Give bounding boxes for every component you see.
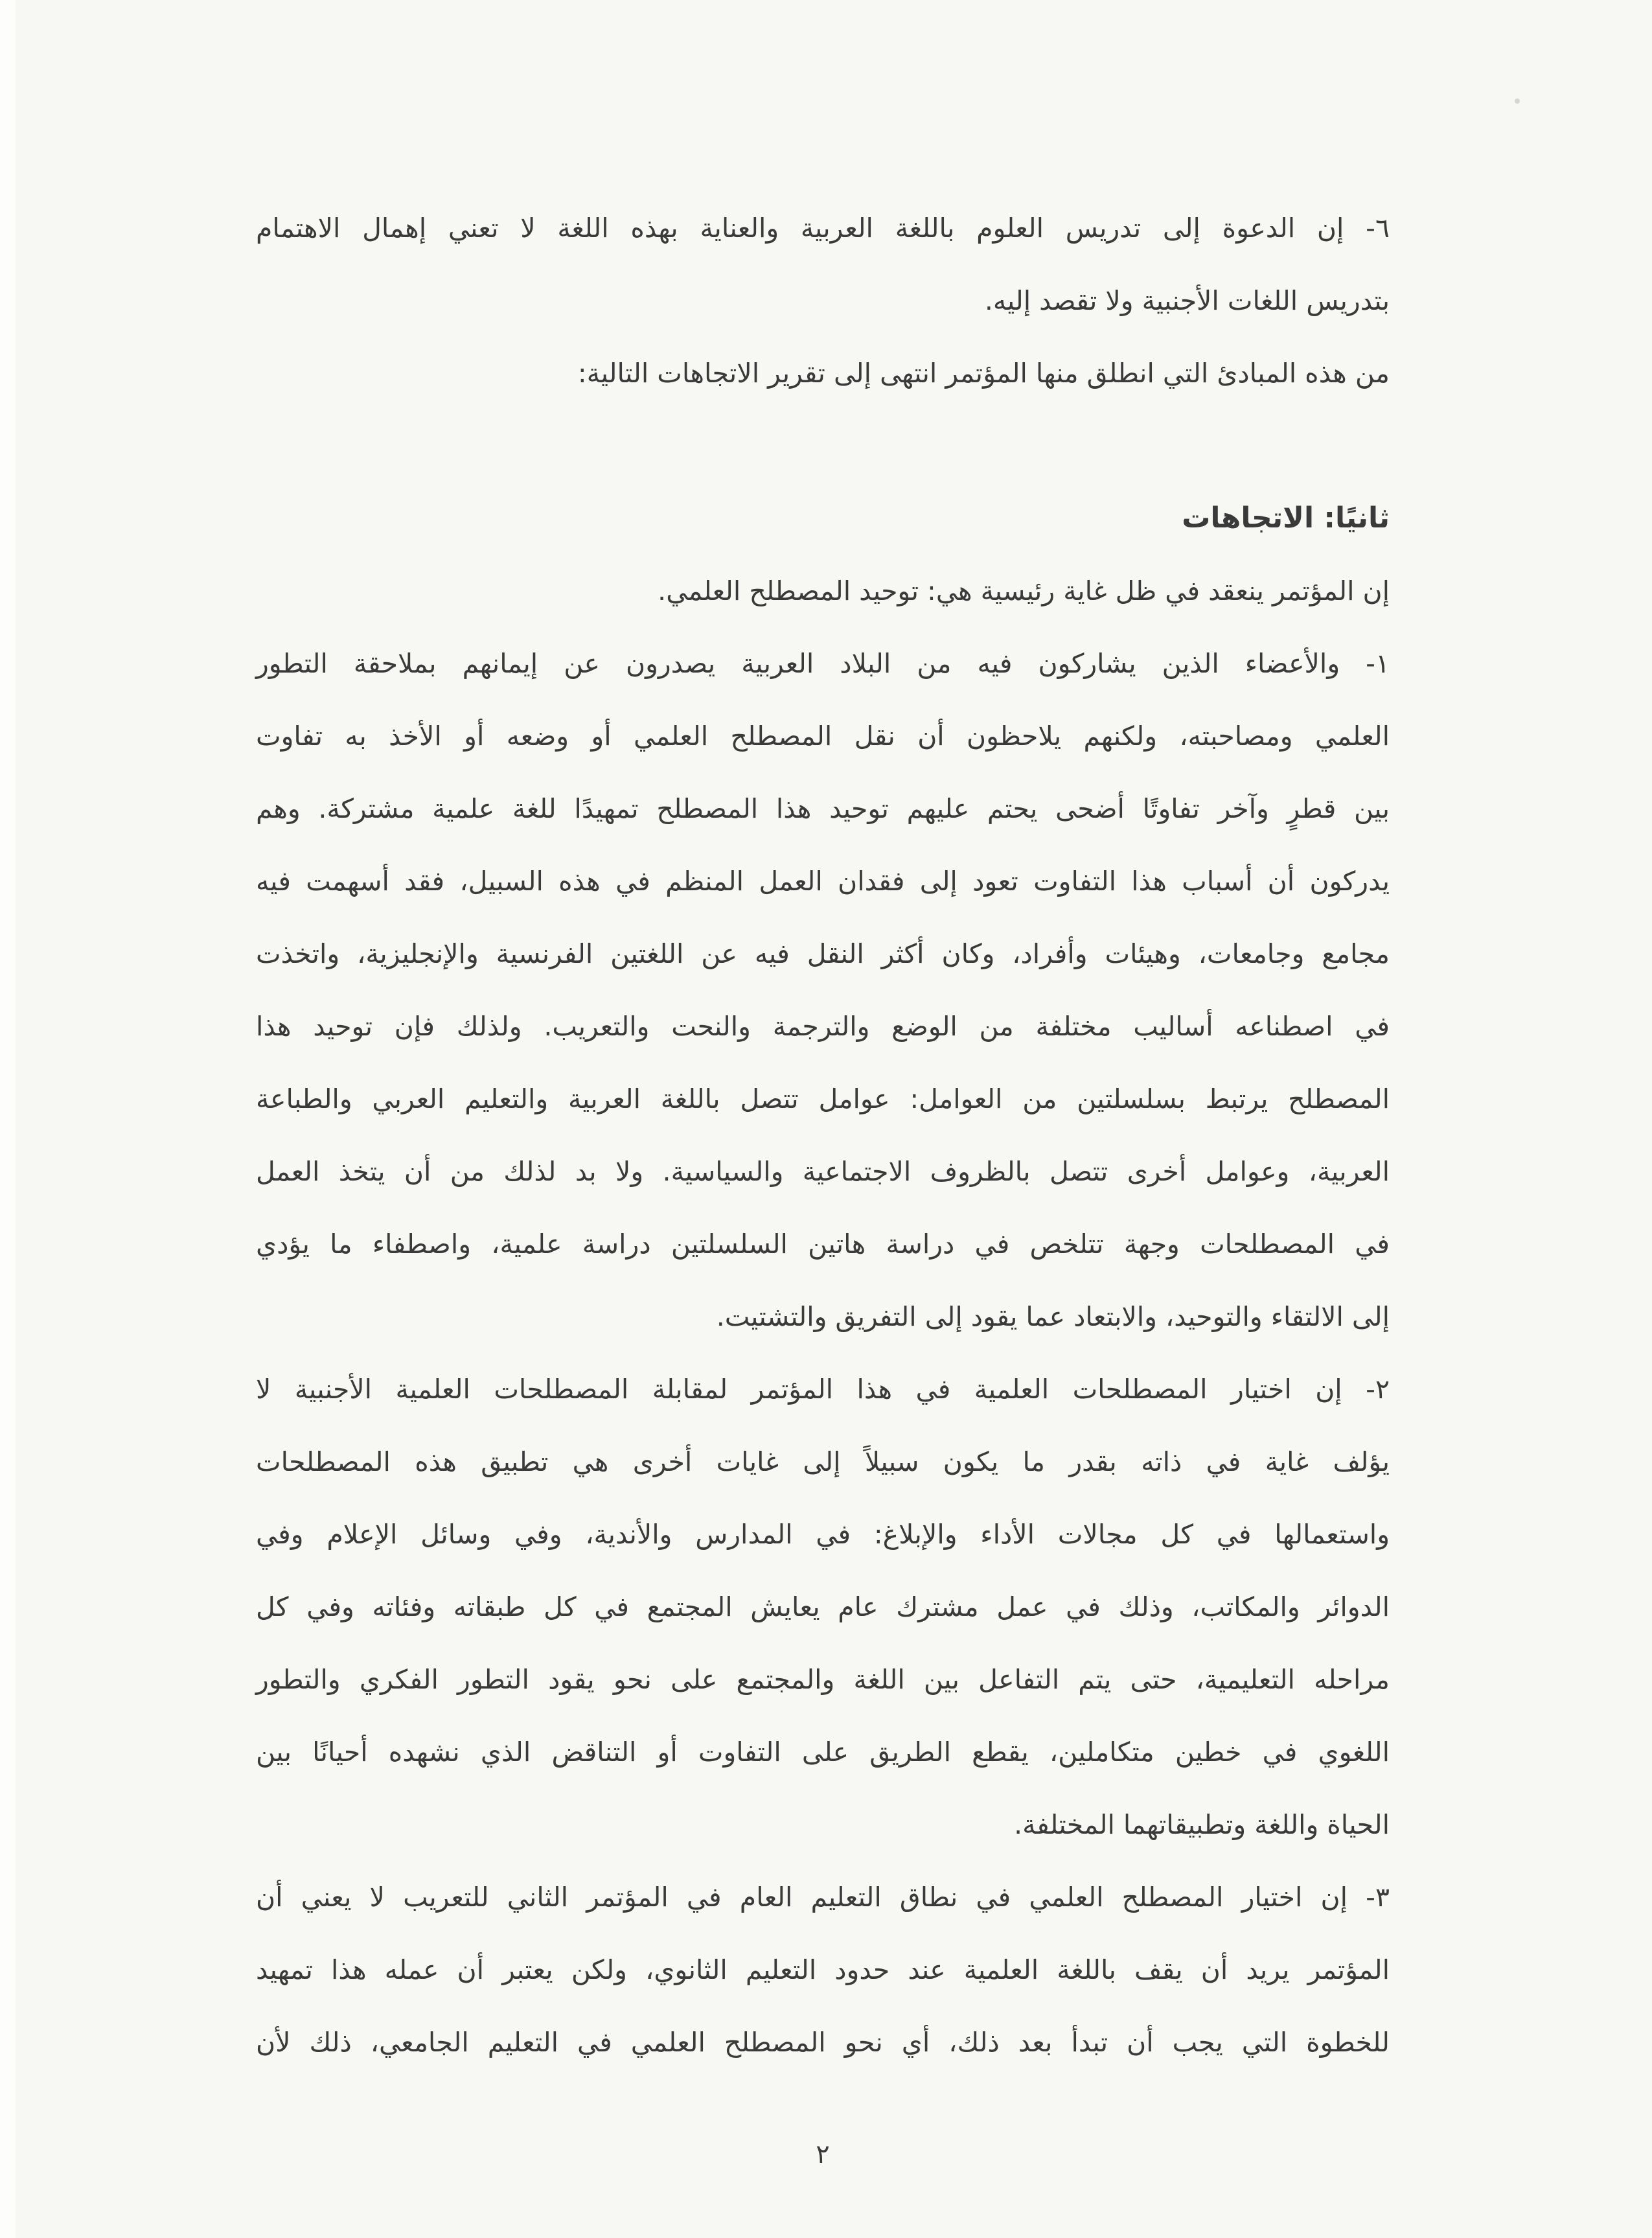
- text-line: في اصطناعه أساليب مختلفة من الوضع والترجمة والنحت والتعريب. ولذلك فإن توحيد هذا: [256, 1011, 1390, 1042]
- page-number: ٢: [816, 2140, 830, 2169]
- text-line: مراحله التعليمية، حتى يتم التفاعل بين اللغة والمجتمع على نحو يقود التطور الفكري والتطور: [256, 1664, 1390, 1695]
- text-line: ٢- إن اختيار المصطلحات العلمية في هذا المؤتمر لمقابلة المصطلحات العلمية الأجنبية لا: [256, 1374, 1390, 1405]
- text-line: من هذه المبادئ التي انطلق منها المؤتمر انتهى إلى تقرير الاتجاهات التالية:: [577, 358, 1390, 389]
- text-line: ٣- إن اختيار المصطلح العلمي في نطاق التعليم العام في المؤتمر الثاني للتعريب لا يعني أن: [256, 1882, 1390, 1913]
- text-line: في المصطلحات وجهة تتلخص في دراسة هاتين السلسلتين دراسة علمية، واصطفاء ما يؤدي: [256, 1229, 1390, 1260]
- blank-line: [256, 410, 1390, 482]
- text-line: للخطوة التي يجب أن تبدأ بعد ذلك، أي نحو المصطلح العلمي في التعليم الجامعي، ذلك لأن: [256, 2027, 1390, 2058]
- text-line: اللغوي في خطين متكاملين، يقطع الطريق على التفاوت أو التناقض الذي نشهده أحيانًا بين: [256, 1736, 1390, 1768]
- scan-edge-artifact: [0, 0, 16, 2238]
- text-line: العربية، وعوامل أخرى تتصل بالظروف الاجتماعية والسياسية. ولا بد لذلك من أن يتخذ العمل: [256, 1156, 1390, 1187]
- text-line: العلمي ومصاحبته، ولكنهم يلاحظون أن نقل المصطلح العلمي أو وضعه أو الأخذ به تفاوت: [256, 721, 1390, 752]
- text-block: [256, 192, 1390, 2079]
- text-line: الحياة واللغة وتطبيقاتهما المختلفة.: [1014, 1809, 1390, 1840]
- text-line: إلى الالتقاء والتوحيد، والابتعاد عما يقود إلى التفريق والتشتيت.: [716, 1301, 1390, 1332]
- text-line: مجامع وجامعات، وهيئات وأفراد، وكان أكثر النقل فيه عن اللغتين الفرنسية والإنجليزية، واتخذت: [256, 938, 1390, 969]
- text-line: المصطلح يرتبط بسلسلتين من العوامل: عوامل تتصل باللغة العربية والتعليم العربي والطباعة: [256, 1083, 1390, 1114]
- text-line: يدركون أن أسباب هذا التفاوت تعود إلى فقدان العمل المنظم في هذه السبيل، فقد أسهمت فيه: [256, 866, 1390, 897]
- scan-speck-artifact: [1515, 98, 1520, 104]
- text-line: ٦- إن الدعوة إلى تدريس العلوم باللغة العربية والعناية بهذه اللغة لا تعني إهمال الاهتمام: [256, 213, 1390, 244]
- text-line: يؤلف غاية في ذاته بقدر ما يكون سبيلاً إلى غايات أخرى هي تطبيق هذه المصطلحات: [256, 1446, 1390, 1477]
- text-line: ١- والأعضاء الذين يشاركون فيه من البلاد العربية يصدرون عن إيمانهم بملاحقة التطور: [256, 648, 1390, 679]
- text-line: بتدريس اللغات الأجنبية ولا تقصد إليه.: [984, 285, 1390, 316]
- text-line: الدوائر والمكاتب، وذلك في عمل مشترك عام يعايش المجتمع في كل طبقاته وفئاته وفي كل: [256, 1591, 1390, 1622]
- text-line: بين قطرٍ وآخر تفاوتًا أضحى يحتم عليهم توحيد هذا المصطلح تمهيدًا للغة علمية مشتركة. وهم: [256, 793, 1390, 824]
- section-heading: ثانيًا: الاتجاهات: [1182, 502, 1390, 535]
- text-line: إن المؤتمر ينعقد في ظل غاية رئيسية هي: توحيد المصطلح العلمي.: [658, 575, 1390, 606]
- text-line: واستعمالها في كل مجالات الأداء والإبلاغ: في المدارس والأندية، وفي وسائل الإعلام وفي: [256, 1519, 1390, 1550]
- text-line: المؤتمر يريد أن يقف باللغة العلمية عند حدود التعليم الثانوي، ولكن يعتبر أن عمله هذا تمهيد: [256, 1954, 1390, 1985]
